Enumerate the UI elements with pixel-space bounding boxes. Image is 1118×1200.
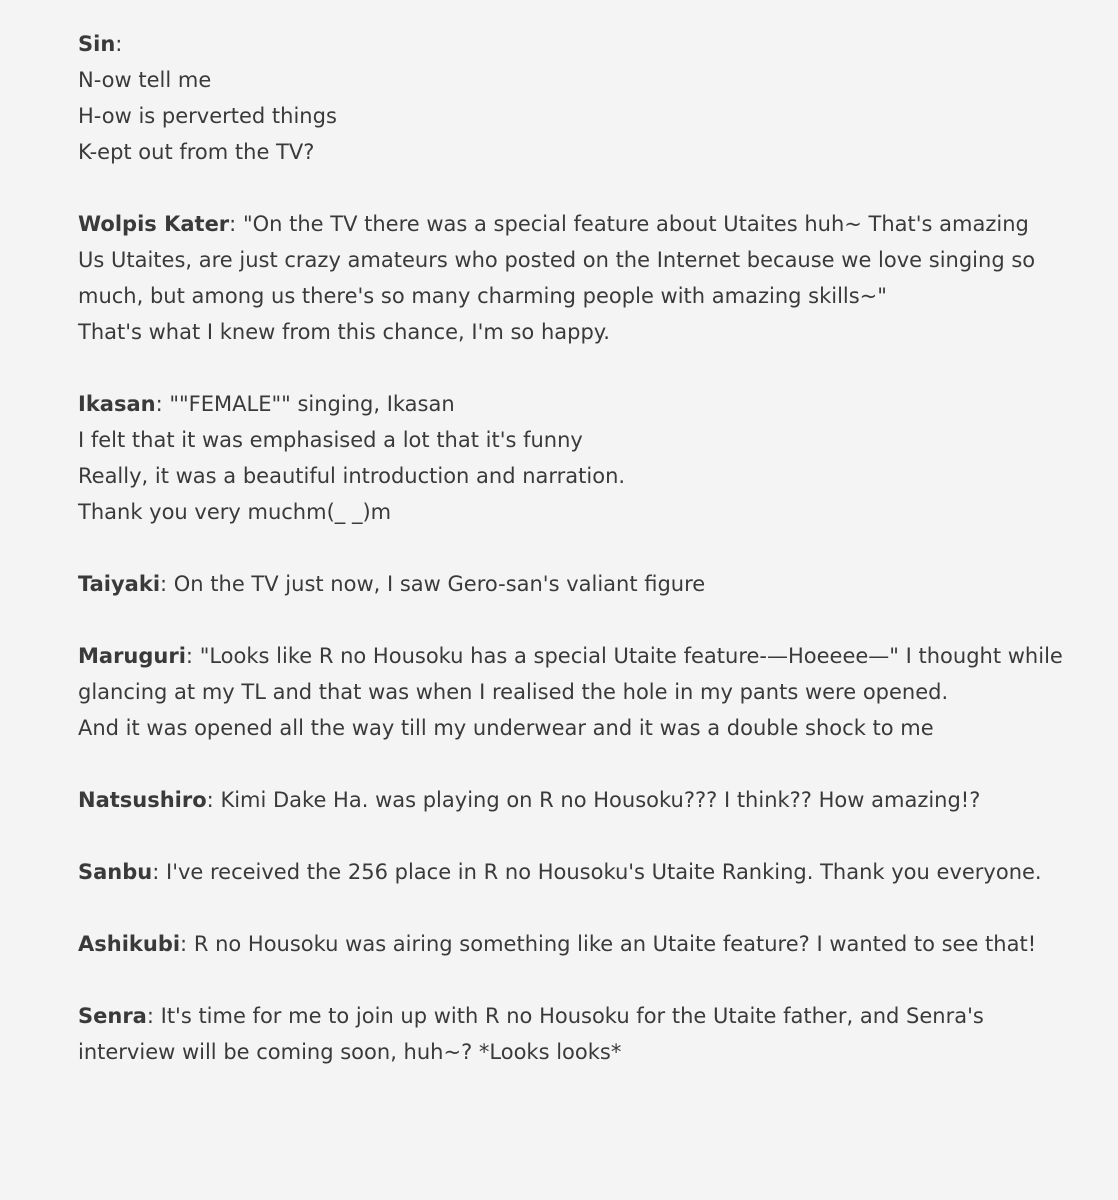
comment-entry xyxy=(78,386,1078,530)
comment-text: "On the TV there was a special feature about Utaites huh~ That's amazing xyxy=(242,212,1029,236)
comment-text: I've received the 256 place in R no Housoku's Utaite Ranking. Thank you everyone. xyxy=(166,860,1042,884)
comment-entry xyxy=(78,206,1078,350)
comment-line: N-ow tell me xyxy=(78,68,212,92)
comment-entry xyxy=(78,854,1078,890)
speaker-name: Senra xyxy=(78,1004,147,1028)
speaker-separator: : xyxy=(160,572,174,596)
comment-first-line xyxy=(78,26,1078,62)
comment-line: Us Utaites, are just crazy amateurs who posted on the Internet because we love singing so much, but among us there's so many charming people with amazing skills~" xyxy=(78,248,1036,308)
comment-line: That's what I knew from this chance, I'm so happy. xyxy=(78,320,610,344)
comment-text: R no Housoku was airing something like an Utaite feature? I wanted to see that! xyxy=(193,932,1037,956)
comment-line: I felt that it was emphasised a lot that it's funny xyxy=(78,428,583,452)
comment-text: "Looks like R no Housoku has a special Utaite feature-—Hoeeee—" I thought while glancing at my TL and that was when I realised the hole in my pants were opened. xyxy=(78,644,1063,704)
speaker-separator: : xyxy=(180,932,194,956)
comment-line: Thank you very muchm(_ _)m xyxy=(78,500,392,524)
comment-entry xyxy=(78,26,1078,170)
comment-text: It's time for me to join up with R no Housoku for the Utaite father, and Senra's interview will be coming soon, huh~? *Looks looks* xyxy=(78,1004,984,1064)
comment-line: H-ow is perverted things xyxy=(78,104,337,128)
speaker-name: Sanbu xyxy=(78,860,153,884)
comment-text: Kimi Dake Ha. was playing on R no Housoku??? I think?? How amazing!? xyxy=(220,788,981,812)
comment-first-line xyxy=(78,854,1078,890)
comment-list xyxy=(78,26,1078,1070)
comment-first-line xyxy=(78,782,1078,818)
comment-text: ""FEMALE"" singing, Ikasan xyxy=(169,392,455,416)
speaker-separator: : xyxy=(155,392,170,416)
comment-first-line xyxy=(78,386,1078,422)
comment-entry xyxy=(78,998,1078,1070)
speaker-name: Natsushiro xyxy=(78,788,207,812)
speaker-name: Maruguri xyxy=(78,644,186,668)
speaker-separator: : xyxy=(152,860,166,884)
comment-first-line xyxy=(78,926,1078,962)
speaker-separator: : xyxy=(229,212,243,236)
comment-text: On the TV just now, I saw Gero-san's valiant figure xyxy=(173,572,706,596)
speaker-name: Ikasan xyxy=(78,392,156,416)
comment-entry xyxy=(78,566,1078,602)
speaker-separator: : xyxy=(146,1004,161,1028)
speaker-separator: : xyxy=(185,644,200,668)
comment-entry xyxy=(78,782,1078,818)
comment-first-line xyxy=(78,206,1078,242)
comment-first-line xyxy=(78,638,1078,710)
speaker-separator: : xyxy=(115,32,123,56)
comment-entry xyxy=(78,638,1078,746)
comment-line: K-ept out from the TV? xyxy=(78,140,315,164)
comment-line: And it was opened all the way till my underwear and it was a double shock to me xyxy=(78,716,934,740)
speaker-name: Ashikubi xyxy=(78,932,181,956)
speaker-name: Wolpis Kater xyxy=(78,212,230,236)
comment-first-line xyxy=(78,998,1078,1070)
comment-line: Really, it was a beautiful introduction and narration. xyxy=(78,464,626,488)
speaker-name: Taiyaki xyxy=(78,572,161,596)
comment-first-line xyxy=(78,566,1078,602)
speaker-separator: : xyxy=(206,788,221,812)
comment-entry xyxy=(78,926,1078,962)
speaker-name: Sin xyxy=(78,32,116,56)
